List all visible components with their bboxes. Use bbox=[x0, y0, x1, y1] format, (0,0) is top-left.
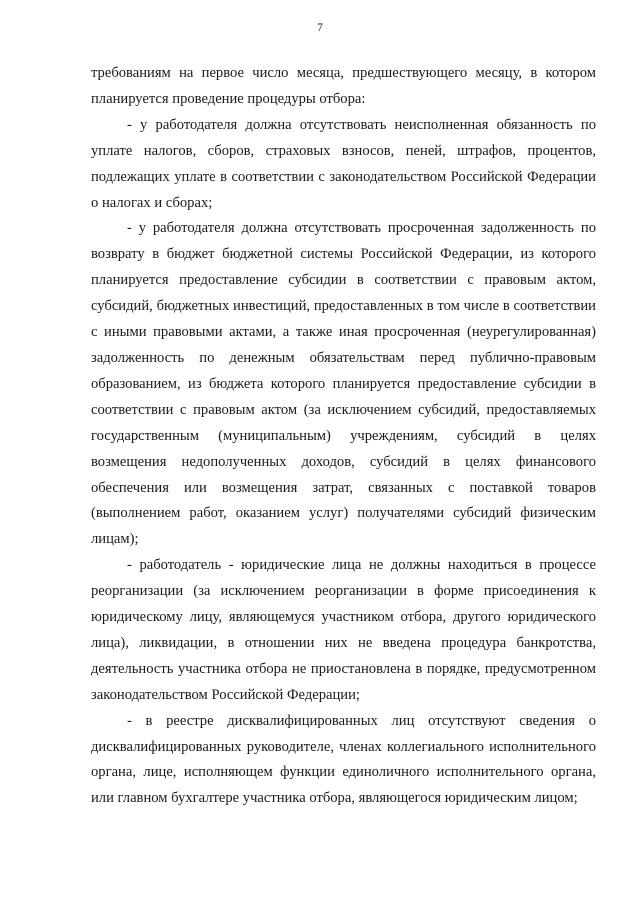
paragraph-disqualified-persons: - в реестре дисквалифицированных лиц отсутствуют сведения о дисквалифицированных руководителе, членах коллегиального исполнительного органа, лице, исполняющем функции единоличного исполнительного органа, или главном бухгалтере участника отбора, являющегося юридическим лицом; bbox=[91, 712, 596, 807]
paragraph-overdue-debt: - у работодателя должна отсутствовать просроченная задолженность по возврату в бюджет бюджетной системы Российской Федерации, из которого планируется предоставление субсидии в соответствии с правовым актом, субсидий, бюджетных инвестиций, предоставленных в том числе в соответствии с иными правовыми актами, а также иная просроченная (неурегулированная) задолженность по денежным обязательствам перед публично-правовым образованием, из бюджета которого планируется предоставление субсидии в соответствии с правовым актом (за исключением субсидий, предоставляемых государственным (муниципальным) учреждениям, субсидий в целях возмещения недополученных доходов, субсидий в целях финансового обеспечения или возмещения затрат, связанных с поставкой товаров (выполнением работ, оказанием услуг) получателями субсидий физическим лицам); bbox=[91, 220, 596, 548]
paragraph-continuation: требованиям на первое число месяца, предшествующего месяцу, в котором планируется проведение процедуры отбора: bbox=[91, 65, 596, 107]
paragraph-reorganization: - работодатель - юридические лица не должны находиться в процессе реорганизации (за исключением реорганизации в форме присоединения к юридическому лицу, являющемуся участником отбора, другого юридического лица), ликвидации, в отношении них не введена процедура банкротства, деятельность участника отбора не приостановлена в порядке, предусмотренном законодательством Российской Федерации; bbox=[91, 557, 596, 703]
document-body bbox=[91, 61, 596, 812]
page-number: 7 bbox=[317, 22, 323, 34]
paragraph-tax-obligations: - у работодателя должна отсутствовать неисполненная обязанность по уплате налогов, сборов, страховых взносов, пеней, штрафов, процентов, подлежащих уплате в соответствии с законодательством Российской Федерации о налогах и сборах; bbox=[91, 116, 596, 211]
